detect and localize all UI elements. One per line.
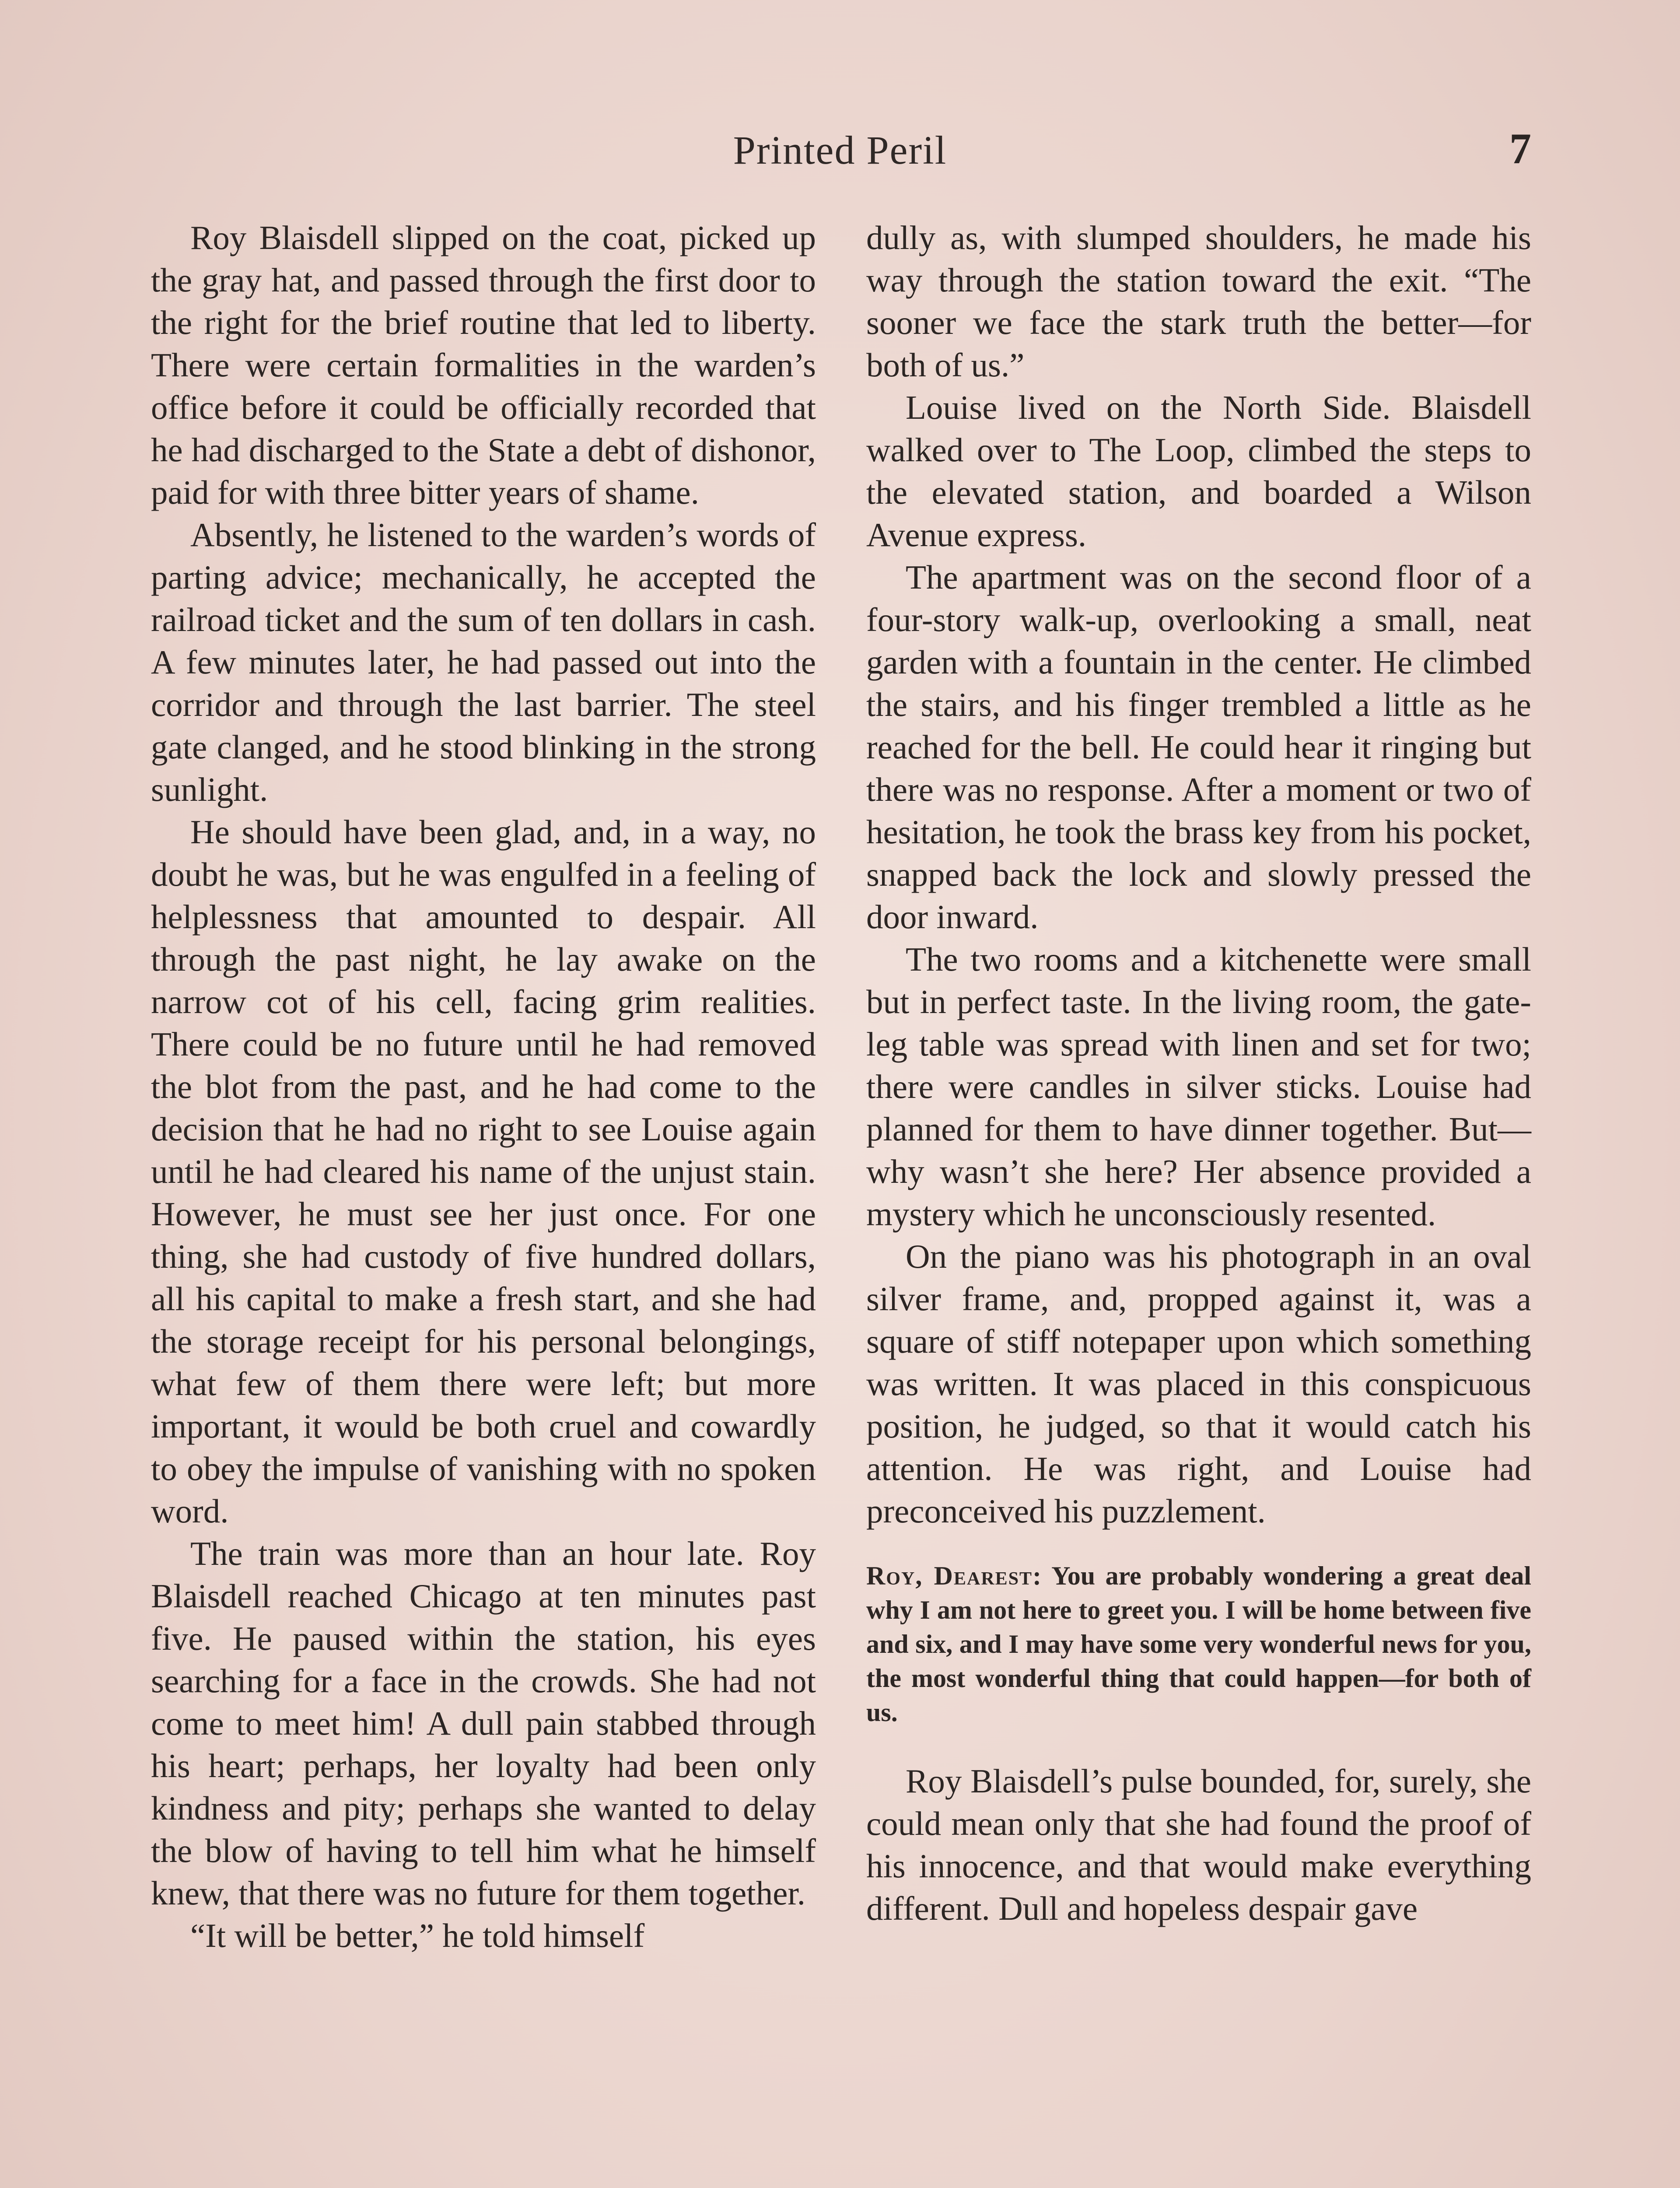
note-salutation: Roy, Dearest: [866, 1561, 1043, 1590]
right-column [866, 217, 1531, 1930]
paragraph: The two rooms and a kitchenette were small but in perfect taste. In the living room, the gate-leg table was spread with linen and set for two; there were candles in silver sticks. Louise had planned for them to have dinner together. But—why wasn’t she here? Her absence provided a mystery which he unconsciously resented. [866, 940, 1531, 1233]
paragraph-continuation: dully as, with slumped shoulders, he made his way through the station toward the exit. “The sooner we face the stark truth the better—for both of us.” [866, 219, 1531, 384]
paragraph: The apartment was on the second floor of a four-story walk-up, overlooking a small, neat garden with a fountain in the center. He climbed the stairs, and his finger trembled a little as he reached for the bell. He could hear it ringing but there was no response. After a moment or two of hesitation, he took the brass key from his pocket, snapped back the lock and slowly pressed the door inward. [866, 558, 1531, 936]
running-head-title: Printed Peril [733, 128, 947, 172]
paragraph: He should have been glad, and, in a way, no doubt he was, but he was engulfed in a feeling of helplessness that amounted to despair. All through the past night, he lay awake on the narrow cot of his cell, facing grim realities. There could be no future until he had removed the blot from the past, and he had come to the decision that he had no right to see Louise again until he had cleared his name of the unjust stain. However, he must see her just once. For one thing, she had custody of five hundred dollars, all his capital to make a fresh start, and she had the storage receipt for his personal belongings, what few of them there were left; but more important, it would be both cruel and cowardly to obey the impulse of vanishing with no spoken word. [151, 813, 816, 1530]
paragraph: Roy Blaisdell slipped on the coat, picked up the gray hat, and passed through the first door to the right for the brief routine that led to liberty. There were certain formalities in the warden’s office before it could be officially recorded that he had discharged to the State a debt of dishonor, paid for with three bitter years of shame. [151, 219, 816, 511]
page-number: 7 [1509, 124, 1531, 173]
left-column [151, 217, 816, 1957]
paragraph: “It will be better,” he told himself [190, 1917, 645, 1954]
paragraph: Roy Blaisdell’s pulse bounded, for, surely, she could mean only that she had found the proof of his innocence, and that would make everything different. Dull and hopeless despair gave [866, 1762, 1531, 1927]
paragraph: Absently, he listened to the warden’s words of parting advice; mechanically, he accepted the railroad ticket and the sum of ten dollars in cash. A few minutes later, he had passed out into the corridor and through the last barrier. The steel gate clanged, and he stood blinking in the strong sunlight. [151, 516, 816, 808]
paragraph: The train was more than an hour late. Roy Blaisdell reached Chicago at ten minutes past five. He paused within the station, his eyes searching for a face in the crowds. She had not come to meet him! A dull pain stabbed through his heart; perhaps, her loyalty had been only kindness and pity; perhaps she wanted to delay the blow of having to tell him what he himself knew, that there was no future for them together. [151, 1535, 816, 1912]
letter-note [866, 1559, 1531, 1729]
note-body: You are probably wondering a great deal why I am not here to greet you. I will be home between five and six, and I may have some very wonderful news for you, the most wonderful thing that could happen—for both of us. [866, 1561, 1532, 1727]
paragraph: On the piano was his photograph in an oval silver frame, and, propped against it, was a square of stiff notepaper upon which something was written. It was placed in this conspicuous position, he judged, so that it would catch his attention. He was right, and Louise had preconceived his puzzlement. [866, 1238, 1531, 1530]
paragraph: Louise lived on the North Side. Blaisdell walked over to The Loop, climbed the steps to the elevated station, and boarded a Wilson Avenue express. [866, 389, 1531, 554]
